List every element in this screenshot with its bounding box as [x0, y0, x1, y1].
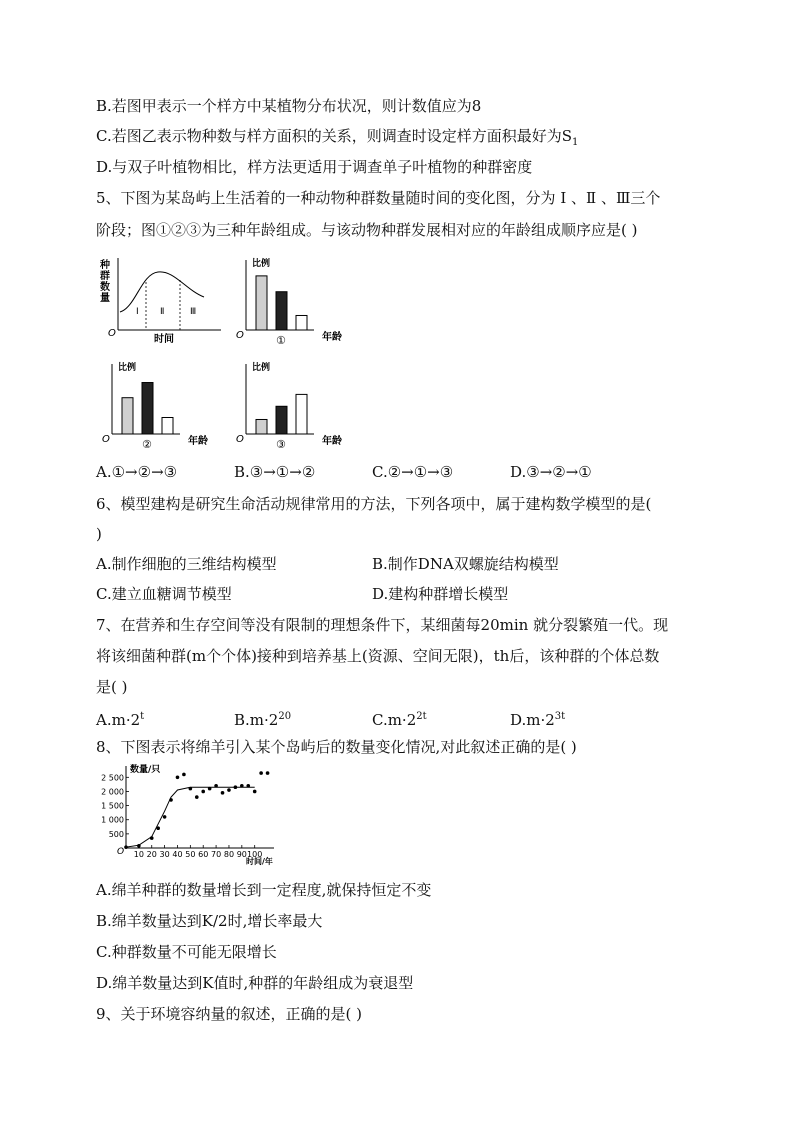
data-point — [195, 795, 199, 799]
q8-option-c[interactable]: C.种群数量不可能无限增长 — [96, 943, 277, 961]
y-tick-label: 1 500 — [101, 801, 124, 811]
q5-option-b[interactable]: B.③→①→② — [234, 463, 316, 481]
q7-option-c-exp: 2t — [416, 711, 427, 722]
q4-option-c — [96, 126, 578, 153]
data-point — [163, 815, 167, 819]
bar-ylabel: 比例 — [118, 363, 137, 373]
data-point — [189, 787, 193, 791]
x-tick-label: 30 — [159, 850, 170, 859]
q5-option-d[interactable]: D.③→②→① — [510, 463, 592, 481]
q8-option-a[interactable]: A.绵羊种群的数量增长到一定程度,就保持恒定不变 — [96, 881, 432, 899]
q7-option-c-base: C.m·2 — [372, 711, 417, 729]
data-point — [182, 773, 186, 777]
stage-label: Ⅰ — [136, 307, 139, 317]
data-point — [246, 784, 250, 788]
curve-xlabel: 时间 — [154, 334, 174, 345]
bar-origin: O — [102, 434, 110, 445]
sheep-population-chart — [96, 760, 286, 868]
q6-option-a[interactable]: A.制作细胞的三维结构模型 — [96, 555, 277, 573]
age-bar — [162, 418, 173, 435]
data-point — [201, 790, 205, 794]
bar-xlabel: 年龄 — [322, 332, 342, 343]
q4-option-d: D.与双子叶植物相比，样方法更适用于调查单子叶植物的种群密度 — [96, 158, 533, 176]
q5-option-c[interactable]: C.②→①→③ — [372, 463, 454, 481]
population-curve — [120, 272, 204, 312]
q7-option-b-base: B.m·2 — [234, 711, 279, 729]
bar-xlabel: 年龄 — [188, 436, 208, 447]
q7-option-d[interactable] — [510, 707, 565, 730]
q4-option-c-text: C.若图乙表示物种数与样方面积的关系，则调查时设定样方面积最好为S — [96, 127, 572, 145]
q7-stem-line3: 是( ) — [96, 678, 128, 696]
stage-label: Ⅱ — [160, 307, 165, 317]
q8-option-d[interactable]: D.绵羊数量达到K值时,种群的年龄组成为衰退型 — [96, 974, 414, 992]
x-tick-label: 40 — [172, 850, 183, 859]
q7-option-d-exp: 3t — [554, 711, 566, 722]
y-tick-label: 2 500 — [101, 773, 124, 783]
data-point — [266, 771, 270, 775]
data-point — [240, 784, 244, 788]
data-point — [169, 798, 173, 802]
age-bar — [122, 398, 133, 434]
q7-option-a-exp: t — [140, 711, 145, 722]
q7-option-c[interactable] — [372, 707, 427, 730]
x-tick-label: 70 — [210, 850, 222, 859]
chart-ylabel: 数量/只 — [130, 765, 161, 775]
q7-stem-line1: 7、在营养和生存空间等没有限制的理想条件下，某细菌每20min 就分裂繁殖一代。现 — [96, 616, 669, 634]
q4-option-c-subscript: 1 — [572, 137, 579, 148]
age-bar — [296, 315, 307, 330]
y-tick-label: 2 000 — [101, 787, 124, 797]
x-tick-label: 20 — [146, 850, 157, 859]
curve-origin: O — [108, 328, 116, 339]
bar-origin: O — [236, 330, 244, 341]
y-tick-label: 500 — [108, 829, 124, 839]
bar-caption: ③ — [276, 438, 286, 448]
data-point — [214, 784, 218, 788]
q6-stem-line1: 6、模型建构是研究生命活动规律常用的方法，下列各项中，属于建构数学模型的是( — [96, 495, 652, 513]
bar-origin: O — [236, 434, 244, 445]
y-tick-label: 1 000 — [101, 815, 124, 825]
age-bar — [256, 276, 267, 330]
age-structure-figure-3 — [230, 356, 348, 448]
x-tick-label: 10 — [133, 850, 144, 859]
x-tick-label: 90 — [236, 850, 247, 859]
trend-curve — [126, 787, 255, 847]
chart-origin: O — [117, 847, 125, 857]
bar-caption: ① — [276, 334, 286, 344]
data-point — [150, 836, 154, 840]
bar-xlabel: 年龄 — [322, 436, 342, 447]
curve-ylabel-char: 量 — [100, 293, 110, 304]
data-point — [124, 845, 128, 849]
q7-stem-line2: 将该细菌种群(m个个体)接种到培养基上(资源、空间无限)，th后，该种群的个体总数 — [96, 647, 660, 665]
data-point — [234, 785, 238, 789]
q6-option-c[interactable]: C.建立血糖调节模型 — [96, 585, 232, 603]
q6-option-b[interactable]: B.制作DNA双螺旋结构模型 — [372, 555, 559, 573]
q9-stem: 9、关于环境容纳量的叙述，正确的是( ) — [96, 1005, 363, 1023]
age-structure-figure-2 — [96, 356, 214, 448]
q8-option-b[interactable]: B.绵羊数量达到K/2时,增长率最大 — [96, 912, 323, 930]
curve-ylabel-char: 种 — [100, 260, 110, 271]
bar-caption: ② — [142, 438, 152, 448]
data-point — [176, 776, 180, 780]
q5-stem-line2: 阶段；图①②③为三种年龄组成。与该动物种群发展相对应的年龄组成顺序应是( ) — [96, 221, 638, 239]
age-bar — [296, 394, 307, 434]
curve-ylabel-char: 数 — [100, 282, 110, 293]
q6-option-d[interactable]: D.建构种群增长模型 — [372, 585, 509, 603]
stage-label: Ⅲ — [190, 307, 197, 317]
bar-ylabel: 比例 — [252, 259, 271, 269]
curve-ylabel-char: 群 — [100, 271, 110, 282]
q5-stem-line1: 5、下图为某岛屿上生活着的一种动物种群数量随时间的变化图，分为 Ⅰ 、Ⅱ 、Ⅲ三个 — [96, 189, 661, 207]
q7-option-a[interactable] — [96, 707, 144, 730]
q7-option-b-exp: 20 — [278, 711, 292, 722]
data-point — [208, 787, 212, 791]
q8-stem: 8、下图表示将绵羊引入某个岛屿后的数量变化情况,对此叙述正确的是( ) — [96, 738, 577, 756]
q5-option-a[interactable]: A.①→②→③ — [96, 463, 178, 481]
age-bar — [142, 383, 153, 434]
data-point — [156, 826, 160, 830]
age-bar — [256, 419, 267, 434]
x-tick-label: 80 — [223, 850, 235, 859]
q4-option-b: B.若图甲表示一个样方中某植物分布状况，则计数值应为8 — [96, 97, 482, 115]
age-bar — [276, 292, 287, 330]
x-tick-label: 60 — [198, 850, 209, 859]
q7-option-a-base: A.m·2 — [96, 711, 141, 729]
bar-ylabel: 比例 — [252, 363, 271, 373]
q7-option-d-base: D.m·2 — [510, 711, 555, 729]
age-bar — [276, 406, 287, 434]
q7-option-b[interactable] — [234, 707, 291, 730]
population-curve-figure — [96, 252, 226, 347]
chart-xlabel: 时间/年 — [246, 857, 273, 866]
x-tick-label: 50 — [185, 850, 196, 859]
q6-stem-line2: ) — [96, 525, 102, 543]
data-point — [259, 771, 263, 775]
data-point — [221, 791, 225, 795]
data-point — [227, 788, 231, 792]
x-tick-label: 100 — [247, 850, 263, 859]
data-point — [253, 790, 257, 794]
data-point — [137, 844, 141, 848]
age-structure-figure-1 — [230, 252, 348, 344]
